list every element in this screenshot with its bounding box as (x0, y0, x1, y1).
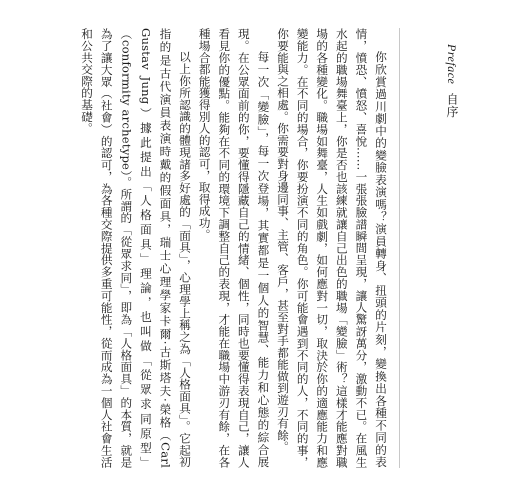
header-english-title: Preface (445, 44, 459, 85)
paragraph-2: 每一次「變臉」，每一次登場，其實都是一個人的智慧、能力和心態的綜合展現。在公眾面前的你，要懂得隱藏自己的情緒、個性，同時也要懂得表現自己，讓人看見你的優點。能夠在不同的環境下調整自己的表現，才能在職場中游刃有餘，在各種場合都能獲得別人的認可，取得成功。 (197, 28, 271, 468)
running-header (446, 44, 458, 118)
header-chinese-title: 自序 (445, 92, 459, 118)
column-rule (399, 28, 400, 468)
body-text (77, 28, 391, 468)
paragraph-1: 你欣賞過川劇中的變臉表演嗎？演員轉身、扭頭的片刻，變換出各種不同的表情，憤恐、憤怒、喜悅……一張張臉譜瞬間呈現，讓人驚訝萬分，激動不已。在風生水起的職場舞臺上，你是否也該練就讓自己出色的職場「變臉」術？這樣才能應對職場的各種變化。職場如舞臺，人生如戲劇，如何應對一切，取決於你的適應能力和應變能力。在不同的場合，你要扮演不同的角色。你可能會遇到不同的人，不同的事，你要能與之相處。你需要對身邊同事、主管、客戶，甚至對手都能做到遊刃有餘。 (276, 28, 388, 468)
paragraph-3: 以上你所認識的體現諸多好處的「面具」，心理學上稱之為「人格面具」。它起初指的是古代演員表演時戴的假面具，瑞士心理學家卡爾·古斯塔夫·榮格（Carl Gustav Jung）據此提出「人格面具」理論，也叫做「從眾求同原型」（conformity archetype）。所謂的「從眾求同」，即為「人格面具」的本質，就是為了讓大眾（社會）的認可，為各種交際提供多重可能性，從而成為一個人社會生活和公共交際的基礎。 (80, 28, 193, 468)
